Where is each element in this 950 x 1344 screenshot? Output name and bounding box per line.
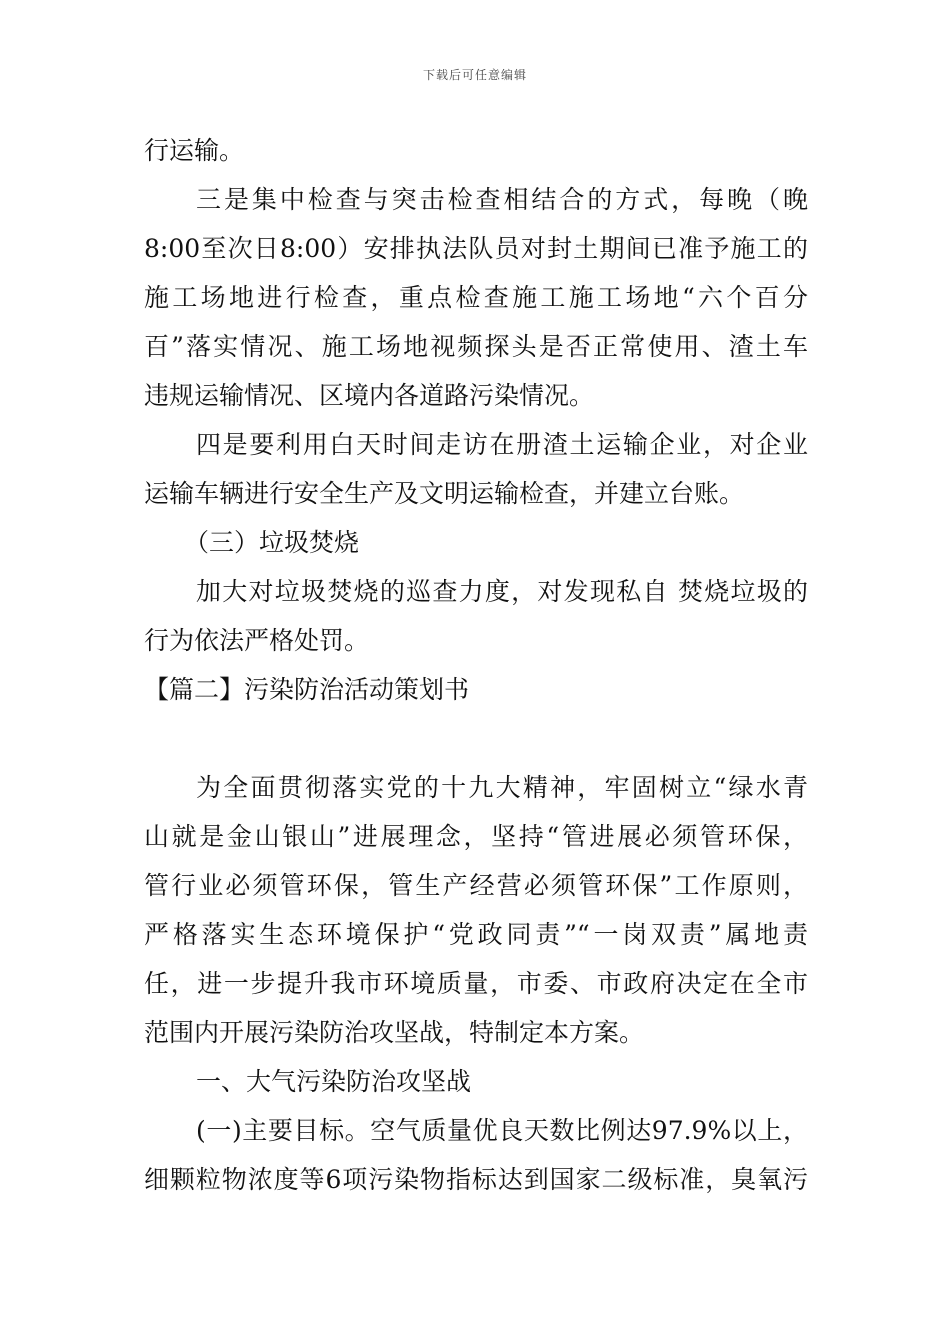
text-line: 严格落实生态环境保护“党政同责”“一岗双责”属地责 <box>144 920 808 949</box>
text-line: 山就是金山银山”进展理念，坚持“管进展必须管环保， <box>144 822 808 851</box>
text-line: 细颗粒物浓度等6项污染物指标达到国家二级标准，臭氧污 <box>144 1165 808 1194</box>
text-line: 三是集中检查与突击检查相结合的方式，每晚（晚 <box>196 185 808 214</box>
text-line: 管行业必须管环保，管生产经营必须管环保”工作原则， <box>144 871 808 900</box>
body-text <box>144 126 808 1204</box>
text-line: 违规运输情况、区境内各道路污染情况。 <box>144 381 595 410</box>
text-line: 百”落实情况、施工场地视频探头是否正常使用、渣土车 <box>144 332 808 361</box>
text-line: 为全面贯彻落实党的十九大精神，牢固树立“绿水青 <box>196 773 808 802</box>
section-heading: （三）垃圾焚烧 <box>184 528 360 557</box>
section-heading: 一、大气污染防治攻坚战 <box>196 1067 472 1096</box>
text-line: 运输车辆进行安全生产及文明运输检查，并建立台账。 <box>144 479 745 508</box>
text-line: 范围内开展污染防治攻坚战，特制定本方案。 <box>144 1018 645 1047</box>
text-line: 8:00至次日8:00）安排执法队员对封土期间已准予施工的 <box>144 234 808 263</box>
text-line: 施工场地进行检查，重点检查施工施工场地“六个百分 <box>144 283 808 312</box>
text-line: 加大对垃圾焚烧的巡查力度，对发现私自 焚烧垃圾的 <box>196 577 808 606</box>
chapter-title: 【篇二】污染防治活动策划书 <box>144 675 470 704</box>
text-line: 任，进一步提升我市环境质量，市委、市政府决定在全市 <box>144 969 808 998</box>
header-note: 下载后可任意编辑 <box>422 68 527 82</box>
text-line: 行运输。 <box>144 136 245 165</box>
text-line: (一)主要目标。空气质量优良天数比例达97.9%以上， <box>196 1116 808 1145</box>
text-line: 四是要利用白天时间走访在册渣土运输企业，对企业 <box>196 430 808 459</box>
text-line: 行为依法严格处罚。 <box>144 626 370 655</box>
blank-line <box>144 714 808 763</box>
